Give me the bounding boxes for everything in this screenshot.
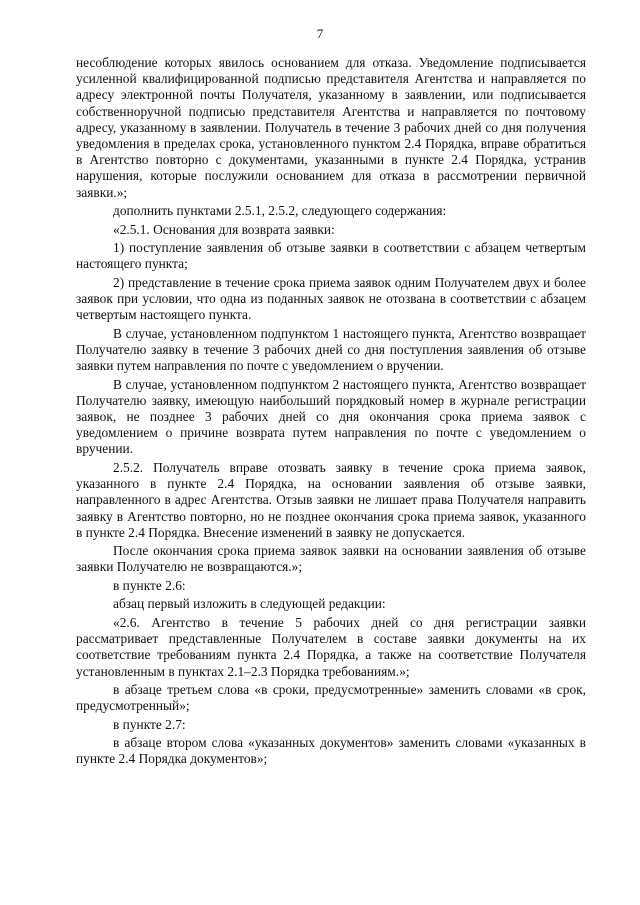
paragraph-2-5-1-heading: «2.5.1. Основания для возврата заявки: <box>113 221 335 237</box>
paragraph-first-abzac: абзац первый изложить в следующей редакции: <box>113 596 386 612</box>
paragraph-ground-1: 1) поступление заявления об отзыве заявки в соответствии с абзацем четвертым настоящего пункта; <box>76 240 586 272</box>
page-number: 7 <box>316 26 324 41</box>
paragraph-2-6-text: «2.6. Агентство в течение 5 рабочих дней со дня регистрации заявки рассматривает представленные Получателем в составе заявки документы на их соответствие требованиям пункта 2.4 Порядка, а также на соответствие Получателя установленным в пунктах 2.1–2.3 Порядка требованиям.»; <box>76 614 586 679</box>
paragraph-continuation: несоблюдение которых явилось основанием для отказа. Уведомление подписывается усиленной квалифицированной подписью представителя Агентства и направляется по адресу электронной почты Получателя, указанному в заявлении, или подписывается собственноручной подписью представителя Агентства и направляется по почтовому адресу, указанному в заявлении. Получатель в течение 3 рабочих дней со дня получения уведомления в пределах срока, установленного пунктом 2.4 Порядка, вправе обратиться в Агентство повторно с документами, указанными в пункте 2.4 Порядка, устранив нарушения, которые послужили основанием для отказа в рассмотрении первичной заявки.»; <box>76 55 586 200</box>
paragraph-2-5-2: 2.5.2. Получатель вправе отозвать заявку в течение срока приема заявок, указанного в пункте 2.4 Порядка, на основании заявления об отзыве заявки, направленного в адрес Агентства. Отзыв заявки не лишает права Получателя направить заявку в Агентство повторно, но не позднее окончания срока приема заявок, указанного в пункте 2.4 Порядка. Внесение изменений в заявку не допускается. <box>76 459 586 540</box>
document-body <box>76 55 586 770</box>
paragraph-third-abzac: в абзаце третьем слова «в сроки, предусмотренные» заменить словами «в срок, предусмотренный»; <box>76 682 586 714</box>
paragraph-case-1: В случае, установленном подпунктом 1 настоящего пункта, Агентство возвращает Получателю заявку в течение 3 рабочих дней со дня поступления заявления об отзыве заявки путем направления по почте с уведомлением о вручении. <box>76 325 586 374</box>
paragraph-second-abzac: в абзаце втором слова «указанных документов» заменить словами «указанных в пункте 2.4 Порядка документов»; <box>76 735 586 767</box>
paragraph-point-2-7: в пункте 2.7: <box>113 716 186 732</box>
paragraph-amend-add-points: дополнить пунктами 2.5.1, 2.5.2, следующего содержания: <box>113 203 447 219</box>
paragraph-point-2-6: в пункте 2.6: <box>113 577 186 593</box>
paragraph-ground-2: 2) представление в течение срока приема заявок одним Получателем двух и более заявок при условии, что одна из поданных заявок не отозвана в соответствии с абзацем четвертым настоящего пункта. <box>76 274 586 323</box>
paragraph-case-2: В случае, установленном подпунктом 2 настоящего пункта, Агентство возвращает Получателю заявку, имеющую наибольший порядковый номер в журнале регистрации заявок, не позднее 3 рабочих дней со дня окончания срока приема заявок с уведомлением о причине возврата путем направления по почте с уведомлением о вручении. <box>76 376 586 457</box>
paragraph-after-deadline: После окончания срока приема заявок заявки на основании заявления об отзыве заявки Получателю не возвращаются.»; <box>76 543 586 575</box>
